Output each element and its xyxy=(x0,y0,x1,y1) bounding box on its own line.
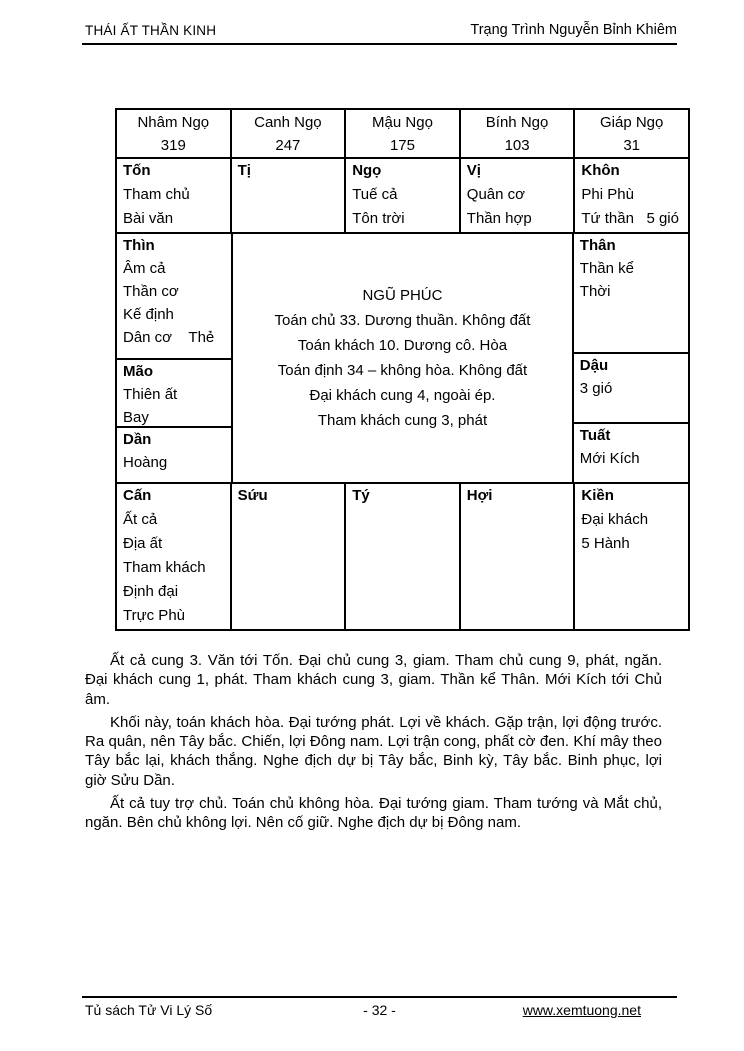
palace-title: Sứu xyxy=(237,487,268,504)
footer-page-number: - 32 - xyxy=(363,1002,396,1018)
body-text xyxy=(85,651,662,837)
palace-title: Tuất xyxy=(579,427,611,444)
year-cell-binh-ngo xyxy=(459,110,574,157)
palace-lines: Phi Phù Tứ thần 5 gió xyxy=(581,186,679,227)
palace-cell-mao xyxy=(117,360,231,428)
palace-title: Khôn xyxy=(581,162,620,179)
palace-cell-ton xyxy=(117,159,230,232)
year-value: 31 xyxy=(623,137,641,154)
palace-lines: Đại khách 5 Hành xyxy=(581,511,649,552)
palace-cell-suu xyxy=(230,484,345,629)
palace-title: Dần xyxy=(123,431,152,448)
palace-title: Hợi xyxy=(466,487,493,504)
year-value: 103 xyxy=(504,137,530,154)
palace-lines: 3 gió xyxy=(579,380,613,397)
year-cell-giap-ngo xyxy=(573,110,688,157)
palace-lines: Quân cơ Thần hợp xyxy=(466,186,532,227)
page-header xyxy=(82,22,677,45)
palace-title: Ngọ xyxy=(352,162,382,179)
palace-cell-thin xyxy=(117,234,231,360)
year-cell-nham-ngo xyxy=(117,110,230,157)
astrology-table xyxy=(115,108,690,631)
palace-cell-dan xyxy=(117,428,231,482)
year-value: 247 xyxy=(275,137,301,154)
palace-cell-dau xyxy=(574,354,688,424)
palace-lines: Tham chủ Bài văn xyxy=(123,186,190,227)
palace-title: Vị xyxy=(466,162,481,179)
year-row xyxy=(117,110,688,157)
palace-lines: Tuế cả Tôn trời xyxy=(352,186,405,227)
palace-title: Thân xyxy=(579,237,616,254)
footer-website-link[interactable]: www.xemtuong.net xyxy=(522,1002,641,1018)
year-value: 175 xyxy=(389,137,415,154)
center-lines: Toán chủ 33. Dương thuần. Không đất Toán khách 10. Dương cô. Hòa Toán định 34 – không hòa. Không đất Đại khách cung 4, ngoài ép. Tham khách cung 3, phát xyxy=(274,312,531,429)
year-cell-canh-ngo xyxy=(230,110,345,157)
palace-cell-ti xyxy=(230,159,345,232)
right-palace-column xyxy=(574,234,688,482)
year-value: 319 xyxy=(160,137,186,154)
palace-title: Tốn xyxy=(123,162,151,179)
palace-cell-vi xyxy=(459,159,574,232)
palace-lines: Ất cả Địa ất Tham khách Định đại Trực Phù xyxy=(123,511,206,624)
year-label: Mậu Ngọ xyxy=(372,114,433,131)
paragraph-3: Ất cả tuy trợ chủ. Toán chủ không hòa. Đại tướng giam. Tham tướng và Mắt chủ, ngăn. Bên chủ không lợi. Nên cố giữ. Nghe địch dự bị Đông nam. xyxy=(85,795,662,832)
book-title: THÁI ẤT THẦN KINH xyxy=(85,23,217,38)
center-title: NGŨ PHÚC xyxy=(362,287,443,304)
palace-title: Cấn xyxy=(123,487,152,504)
palace-cell-kien xyxy=(573,484,688,629)
author-name: Trạng Trình Nguyễn Bỉnh Khiêm xyxy=(470,22,677,38)
palace-cell-hoi xyxy=(459,484,574,629)
palace-cell-khon xyxy=(573,159,688,232)
palace-lines: Thần kể Thời xyxy=(579,260,634,300)
year-label: Nhâm Ngọ xyxy=(137,114,210,131)
palace-title: Kiền xyxy=(581,487,614,504)
palace-title: Tý xyxy=(352,487,370,504)
year-label: Bính Ngọ xyxy=(485,114,549,131)
palace-title: Dậu xyxy=(579,357,609,374)
year-label: Giáp Ngọ xyxy=(599,114,664,131)
palace-cell-can xyxy=(117,484,230,629)
left-palace-column xyxy=(117,234,231,482)
middle-band xyxy=(117,232,688,482)
palace-lines: Thiên ất Bay xyxy=(123,386,178,426)
paragraph-1: Ất cả cung 3. Văn tới Tốn. Đại chủ cung 3, giam. Tham chủ cung 9, phát, ngăn. Đại khách cung 1, phát. Tham khách cung 3, giam. Thần kể Thân. Mới Kích tới Chủ âm. xyxy=(85,652,662,708)
palace-cell-ty xyxy=(344,484,459,629)
top-palace-row xyxy=(117,157,688,232)
palace-title: Tị xyxy=(237,162,251,179)
palace-cell-tuat xyxy=(574,424,688,482)
year-label: Canh Ngọ xyxy=(254,114,322,131)
palace-lines: Hoàng xyxy=(123,454,168,471)
palace-cell-ngo xyxy=(344,159,459,232)
palace-lines: Mới Kích xyxy=(579,450,640,467)
year-cell-mau-ngo xyxy=(344,110,459,157)
paragraph-2: Khối này, toán khách hòa. Đại tướng phát. Lợi về khách. Gặp trận, lợi động trước. Ra quân, nên Tây bắc. Chiến, lợi Đông nam. Lợi trận cong, phất cờ đen. Khí mây theo Tây bắc lại, khách thắng. Nghe địch dự bị Tây bắc, Binh kỳ, Tây bắc. Binh phục, lợi giờ Sửu Dần. xyxy=(85,713,662,789)
palace-title: Mão xyxy=(123,363,153,380)
palace-title: Thìn xyxy=(123,237,155,254)
footer-series-title: Tủ sách Tử Vi Lý Số xyxy=(85,1002,213,1018)
palace-cell-than xyxy=(574,234,688,354)
page-footer xyxy=(82,996,677,1022)
bottom-palace-row xyxy=(117,482,688,629)
palace-lines: Âm cả Thần cơ Kế định Dân cơ Thẻ xyxy=(123,260,215,346)
center-summary-cell xyxy=(231,234,574,482)
